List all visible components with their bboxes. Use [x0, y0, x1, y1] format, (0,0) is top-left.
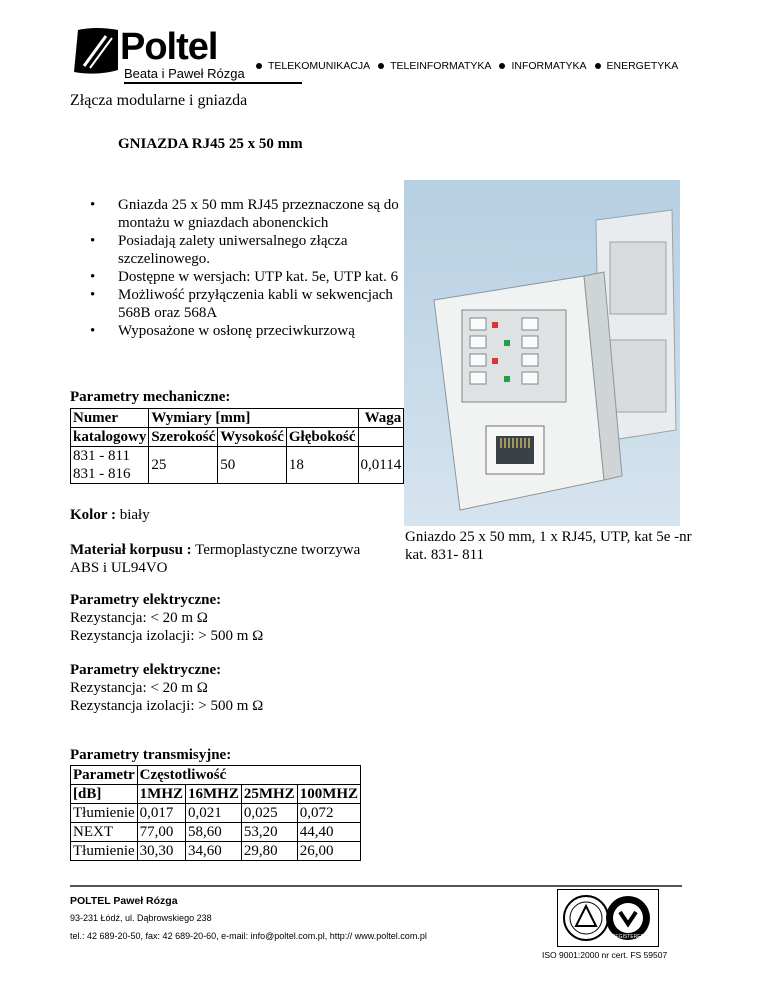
- material-label: Materiał korpusu :: [70, 542, 192, 558]
- bullet-icon: [378, 63, 384, 69]
- certification-seal-icon: [558, 890, 658, 946]
- table-cell: [358, 428, 404, 447]
- insulation-line: Rezystancja izolacji: > 500 m Ω: [70, 698, 264, 714]
- color-value: biały: [115, 507, 150, 523]
- header-cell: katalogowy: [71, 428, 149, 447]
- electrical-title: Parametry elektryczne:: [70, 592, 222, 608]
- header-cell: Parametr: [71, 766, 138, 785]
- row-label: NEXT: [71, 823, 138, 842]
- table-row: [71, 842, 361, 861]
- nav-item-telekomunikacja: [256, 60, 370, 72]
- product-heading: GNIAZDA RJ45 25 x 50 mm: [118, 136, 303, 152]
- product-photo: [404, 180, 680, 526]
- table-cell: 26,00: [297, 842, 360, 861]
- table-cell: 25: [149, 447, 218, 484]
- logo-subtitle: Beata i Paweł Rózga: [124, 66, 245, 81]
- nav-label: INFORMATYKA: [511, 60, 587, 72]
- bullet-icon: [256, 63, 262, 69]
- electrical-block-2: [70, 661, 263, 715]
- header-cell: Numer: [71, 409, 149, 428]
- catalog-number: 831 - 811: [73, 448, 130, 464]
- mechanical-title: Parametry mechaniczne:: [70, 389, 231, 405]
- logo-underline: [124, 82, 302, 84]
- feature-item: • Posiadają zalety uniwersalnego złącza szczelinowego.: [70, 232, 400, 268]
- table-cell: [71, 447, 149, 484]
- table-cell: 58,60: [186, 823, 242, 842]
- bullet-icon: [595, 63, 601, 69]
- nav-label: TELEINFORMATYKA: [390, 60, 492, 72]
- table-cell: 44,40: [297, 823, 360, 842]
- resistance-line: Rezystancja: < 20 m Ω: [70, 610, 208, 626]
- electrical-title: Parametry elektryczne:: [70, 662, 222, 678]
- footer-address: 93-231 Łódź, ul. Dąbrowskiego 238: [70, 913, 212, 923]
- row-label: Tłumienie: [71, 842, 138, 861]
- footer-contact: tel.: 42 689-20-50, fax: 42 689-20-60, e-mail: info@poltel.com.pl, http:// www.poltel.com.pl: [70, 931, 427, 941]
- header-cell: Wymiary [mm]: [149, 409, 358, 428]
- electrical-block-1: [70, 591, 263, 645]
- table-row: [71, 804, 361, 823]
- header-cell: Wysokość: [218, 428, 287, 447]
- color-line: [70, 506, 150, 524]
- table-cell: 30,30: [137, 842, 185, 861]
- mechanical-table: [70, 408, 404, 484]
- feature-item: • Gniazda 25 x 50 mm RJ45 przeznaczone są do montażu w gniazdach abonenckich: [70, 196, 400, 232]
- material-line: [70, 541, 390, 577]
- certification-logo: [557, 889, 659, 947]
- cert-badge-text: REGISTERED: [611, 934, 645, 940]
- category-nav: [256, 60, 686, 72]
- header-cell: Częstotliwość: [137, 766, 360, 785]
- transmission-title: Parametry transmisyjne:: [70, 747, 232, 763]
- table-cell: 18: [286, 447, 358, 484]
- photo-caption: Gniazdo 25 x 50 mm, 1 x RJ45, UTP, kat 5e -nr kat. 831- 811: [405, 529, 692, 563]
- section-title: Złącza modularne i gniazda: [70, 92, 248, 109]
- header-cell: Szerokość: [149, 428, 218, 447]
- insulation-line: Rezystancja izolacji: > 500 m Ω: [70, 628, 264, 644]
- table-cell: 0,0114: [358, 447, 404, 484]
- table-cell: 0,072: [297, 804, 360, 823]
- table-cell: 34,60: [186, 842, 242, 861]
- logo-mark-icon: [68, 26, 124, 78]
- header-cell: Waga: [358, 409, 404, 428]
- cert-number: ISO 9001:2000 nr cert. FS 59507: [542, 950, 668, 960]
- row-label: Tłumienie: [71, 804, 138, 823]
- header-cell: 100MHZ: [297, 785, 360, 804]
- material-value: Termoplastyczne tworzywa ABS i UL94VO: [70, 542, 361, 576]
- table-cell: 0,017: [137, 804, 185, 823]
- table-cell: 53,20: [241, 823, 297, 842]
- nav-item-energetyka: [595, 60, 679, 72]
- table-cell: 50: [218, 447, 287, 484]
- bullet-icon: [499, 63, 505, 69]
- rj45-socket-image: [404, 180, 680, 526]
- header-cell: 16MHZ: [186, 785, 242, 804]
- table-row: [71, 823, 361, 842]
- nav-label: TELEKOMUNIKACJA: [268, 60, 371, 72]
- catalog-number: 831 - 816: [73, 466, 131, 482]
- feature-list: [70, 196, 400, 340]
- header-cell: 1MHZ: [137, 785, 185, 804]
- header-cell: 25MHZ: [241, 785, 297, 804]
- header-cell: [dB]: [71, 785, 138, 804]
- table-cell: 77,00: [137, 823, 185, 842]
- nav-item-teleinformatyka: [378, 60, 491, 72]
- feature-item: • Dostępne w wersjach: UTP kat. 5e, UTP kat. 6: [70, 268, 400, 286]
- logo-name: Poltel: [120, 26, 218, 68]
- footer-divider: [70, 885, 682, 887]
- footer-company: POLTEL Paweł Rózga: [70, 895, 178, 907]
- resistance-line: Rezystancja: < 20 m Ω: [70, 680, 208, 696]
- feature-item: • Możliwość przyłączenia kabli w sekwencjach 568B oraz 568A: [70, 286, 400, 322]
- table-cell: 0,025: [241, 804, 297, 823]
- table-cell: 0,021: [186, 804, 242, 823]
- nav-label: ENERGETYKA: [606, 60, 679, 72]
- header-cell: Głębokość: [286, 428, 358, 447]
- feature-item: • Wyposażone w osłonę przeciwkurzową: [70, 322, 400, 340]
- transmission-table: [70, 765, 361, 861]
- poltel-logo: [68, 26, 245, 82]
- table-cell: 29,80: [241, 842, 297, 861]
- color-label: Kolor :: [70, 507, 116, 523]
- nav-item-informatyka: [499, 60, 586, 72]
